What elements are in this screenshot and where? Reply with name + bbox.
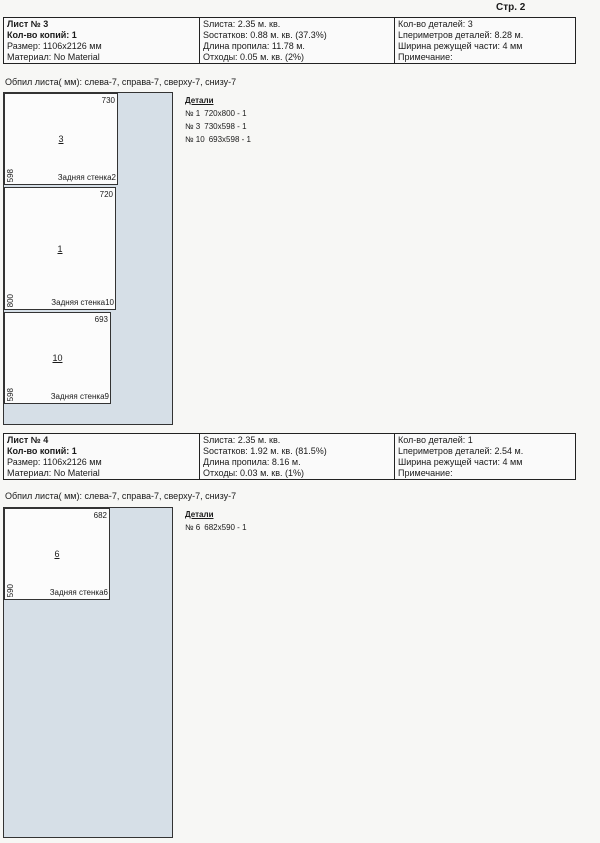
material: Материал: No Material — [7, 52, 100, 62]
part-width: 720 — [99, 190, 113, 199]
detail-spec: 730x598 - 1 — [204, 122, 247, 131]
part-number: 6 — [54, 549, 60, 559]
details-list — [185, 94, 251, 146]
detail-number: № 6 — [185, 523, 201, 532]
part-name: Задняя стенка10 — [51, 298, 114, 307]
material: Материал: No Material — [7, 468, 100, 478]
copies-count: Кол-во копий: 1 — [7, 30, 77, 40]
part-panel[interactable] — [4, 508, 110, 600]
part-width: 682 — [93, 511, 107, 520]
detail-spec: 693x598 - 1 — [208, 135, 251, 144]
remnant-area: Sостатков: 0.88 м. кв. (37.3%) — [203, 30, 327, 40]
sheet-info-column — [4, 434, 200, 479]
sheet-area: Sлиста: 2.35 м. кв. — [203, 19, 281, 29]
part-height: 800 — [6, 293, 15, 307]
kerf-width: Ширина режущей части: 4 мм — [398, 41, 523, 51]
parts-count: Кол-во деталей: 1 — [398, 435, 473, 445]
part-name: Задняя стенка2 — [57, 173, 116, 182]
sheet-parts-column — [395, 434, 575, 479]
detail-row — [185, 521, 247, 534]
sheet-layout — [3, 92, 173, 425]
edge-trim-label: Обпил листа( мм): слева-7, справа-7, сверху-7, снизу-7 — [5, 77, 237, 87]
waste-area: Отходы: 0.05 м. кв. (2%) — [203, 52, 304, 62]
note: Примечание: — [398, 468, 453, 478]
part-panel[interactable] — [4, 312, 111, 404]
sheet-number: Лист № 3 — [7, 19, 49, 29]
sheet-header — [3, 17, 576, 64]
sheet-header — [3, 433, 576, 480]
cut-length: Длина пропила: 8.16 м. — [203, 457, 301, 467]
note: Примечание: — [398, 52, 453, 62]
edge-trim-label: Обпил листа( мм): слева-7, справа-7, сверху-7, снизу-7 — [5, 491, 237, 501]
detail-number: № 10 — [185, 135, 205, 144]
sheet-area: Sлиста: 2.35 м. кв. — [203, 435, 281, 445]
sheet-number: Лист № 4 — [7, 435, 49, 445]
page-number: Стр. 2 — [496, 2, 526, 13]
perimeter-length: Lпериметров деталей: 2.54 м. — [398, 446, 524, 456]
sheet-size: Размер: 1106x2126 мм — [7, 41, 102, 51]
sheet-layout — [3, 507, 173, 838]
copies-count: Кол-во копий: 1 — [7, 446, 77, 456]
part-name: Задняя стенка9 — [50, 392, 109, 401]
detail-spec: 720x800 - 1 — [204, 109, 247, 118]
part-width: 693 — [94, 315, 108, 324]
part-height: 598 — [6, 387, 15, 401]
part-width: 730 — [101, 96, 115, 105]
cut-length: Длина пропила: 11.78 м. — [203, 41, 305, 51]
detail-row — [185, 120, 251, 133]
part-name: Задняя стенка6 — [49, 588, 108, 597]
detail-number: № 3 — [185, 122, 201, 131]
part-height: 598 — [6, 168, 15, 182]
waste-area: Отходы: 0.03 м. кв. (1%) — [203, 468, 304, 478]
sheet-size: Размер: 1106x2126 мм — [7, 457, 102, 467]
detail-row — [185, 133, 251, 146]
details-list — [185, 508, 247, 534]
part-height: 590 — [6, 583, 15, 597]
details-title: Детали — [185, 96, 214, 105]
part-number: 3 — [58, 134, 64, 144]
sheet-stats-column — [200, 18, 395, 63]
detail-row — [185, 107, 251, 120]
sheet-info-column — [4, 18, 200, 63]
remnant-area: Sостатков: 1.92 м. кв. (81.5%) — [203, 446, 327, 456]
detail-number: № 1 — [185, 109, 201, 118]
part-number: 10 — [52, 353, 63, 363]
kerf-width: Ширина режущей части: 4 мм — [398, 457, 523, 467]
part-number: 1 — [57, 244, 63, 254]
sheet-parts-column — [395, 18, 575, 63]
detail-spec: 682x590 - 1 — [204, 523, 247, 532]
parts-count: Кол-во деталей: 3 — [398, 19, 473, 29]
sheet-stats-column — [200, 434, 395, 479]
perimeter-length: Lпериметров деталей: 8.28 м. — [398, 30, 524, 40]
part-panel[interactable] — [4, 93, 118, 185]
part-panel[interactable] — [4, 187, 116, 310]
details-title: Детали — [185, 510, 214, 519]
